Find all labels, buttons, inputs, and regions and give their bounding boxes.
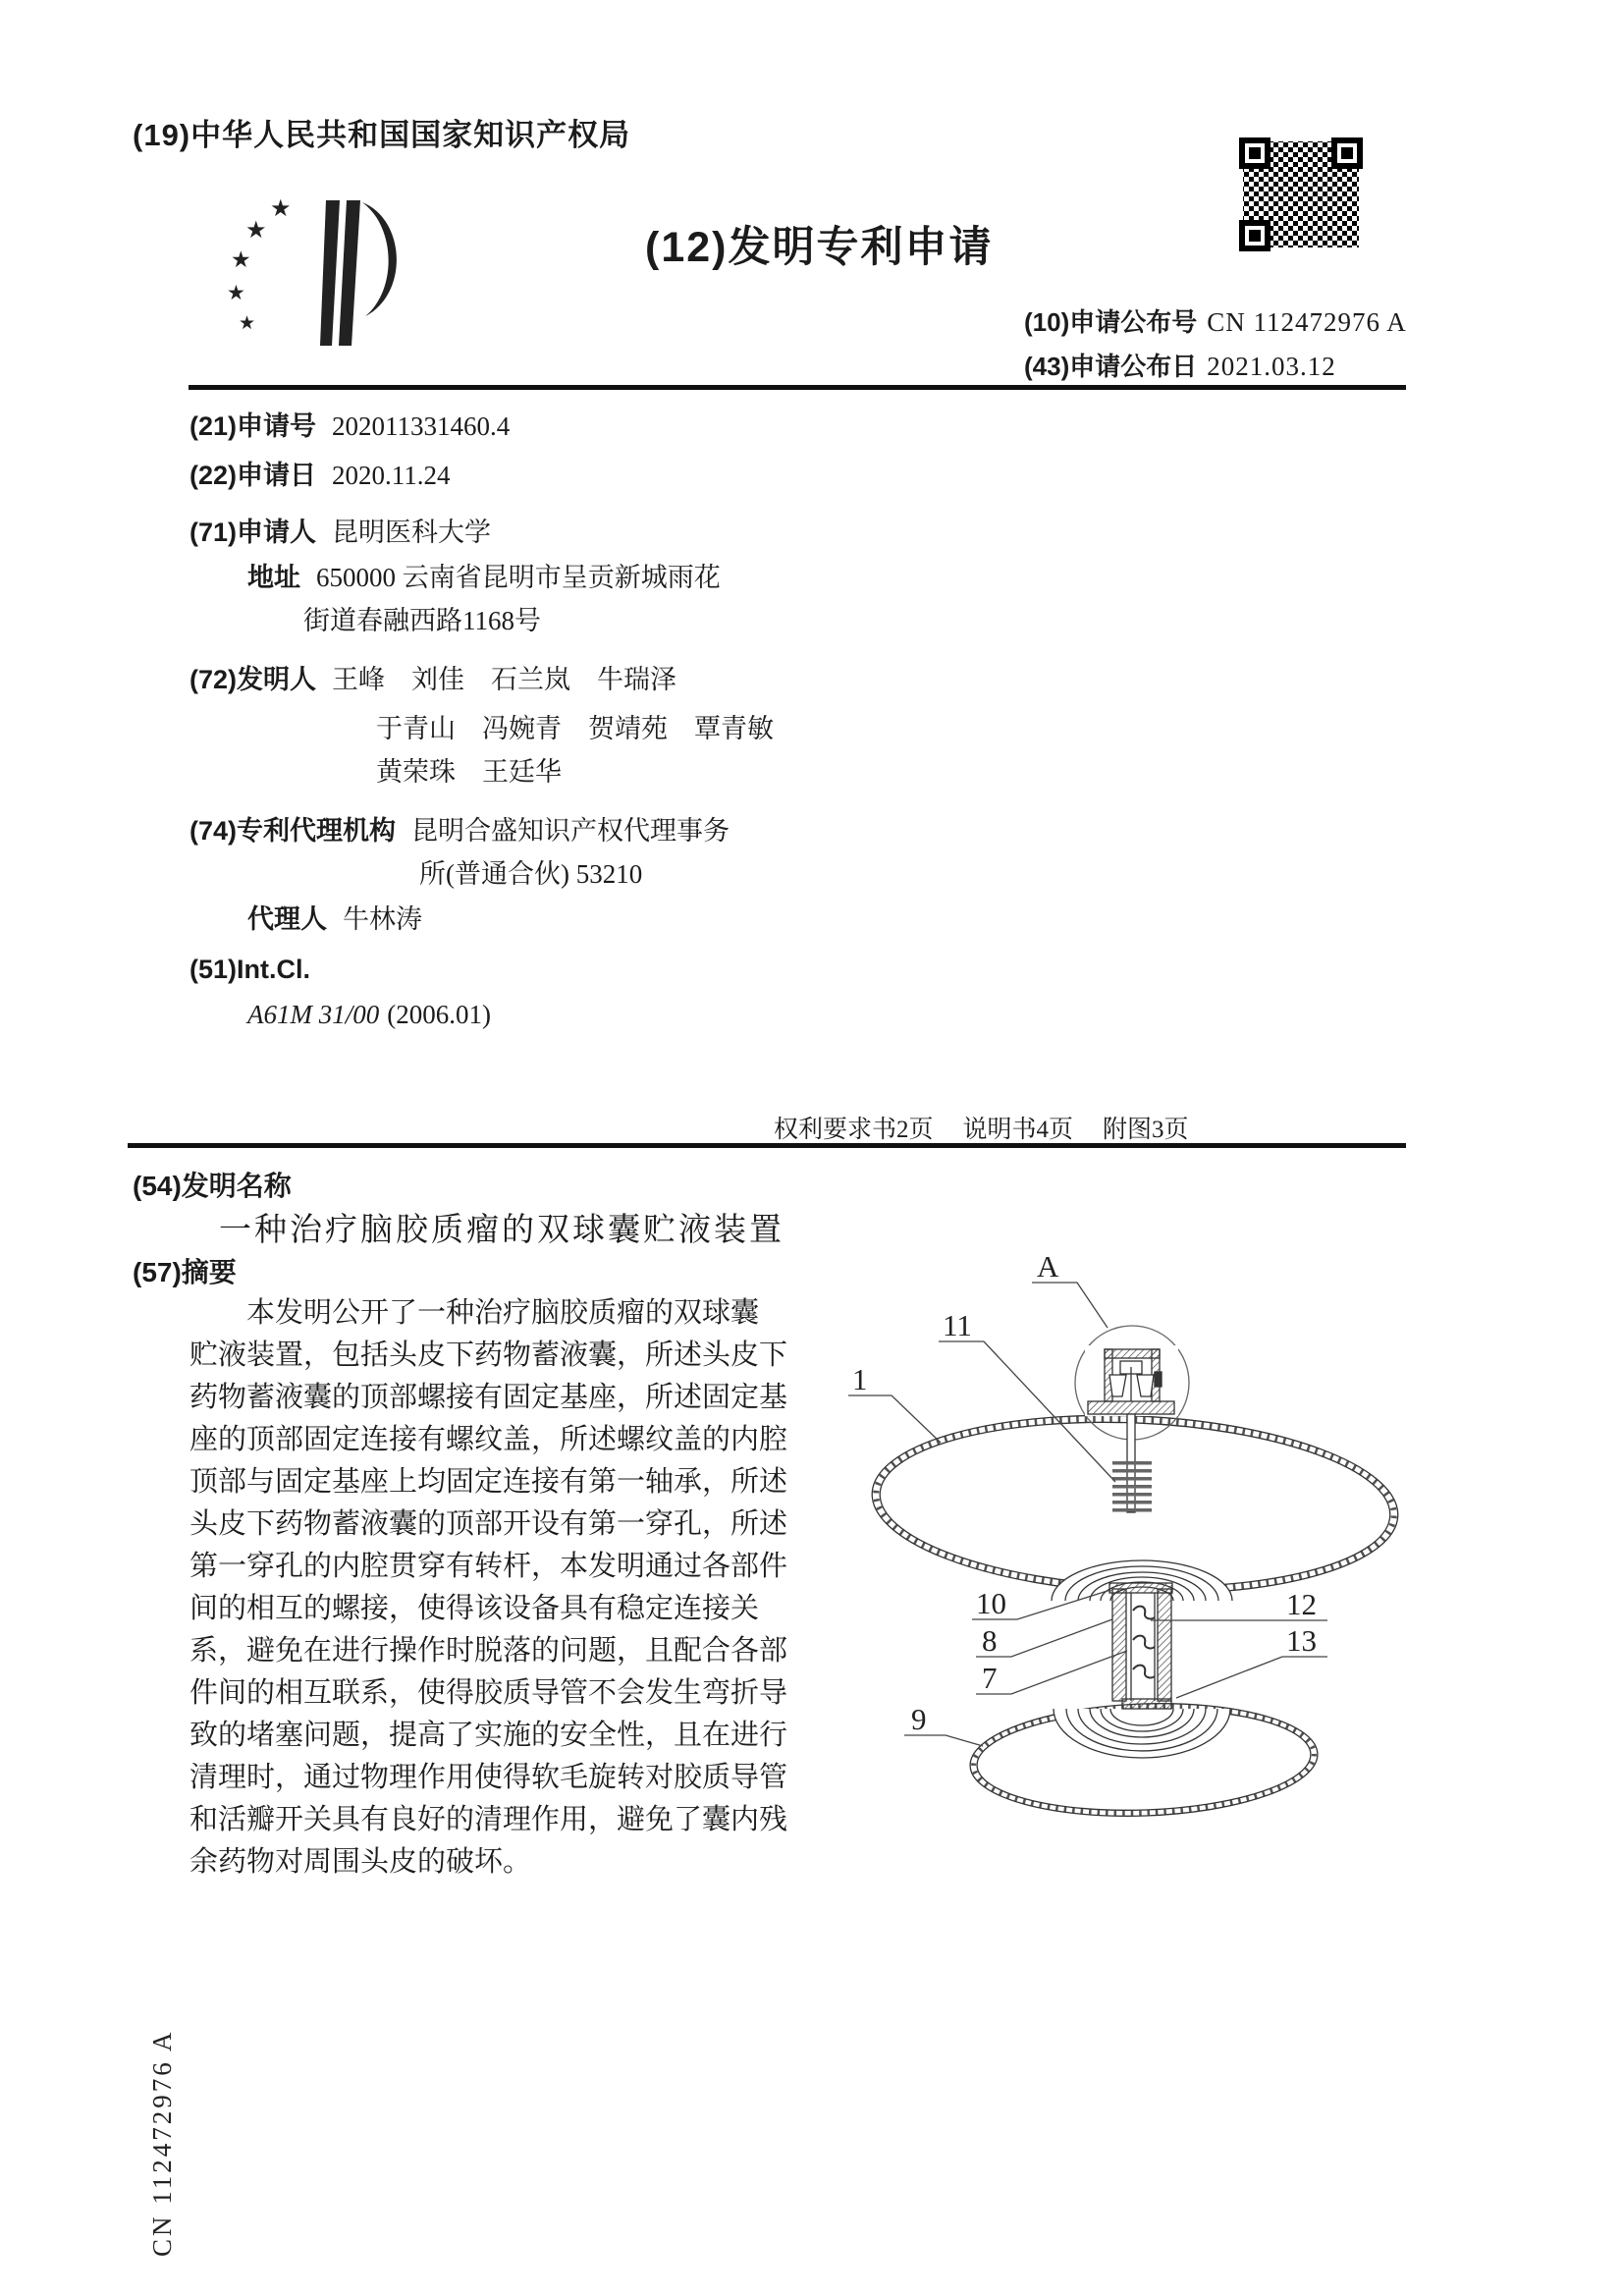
cnipa-logo bbox=[224, 192, 410, 350]
document-kind: (12)发明专利申请 bbox=[645, 224, 994, 271]
abstract-line: 头皮下药物蓄液囊的顶部开设有第一穿孔，所述 bbox=[189, 1508, 788, 1540]
applicant-label: (71)申请人 bbox=[189, 518, 317, 547]
abstract-line: 和活瓣开关具有良好的清理作用，避免了囊内残 bbox=[189, 1804, 788, 1835]
svg-text:★: ★ bbox=[227, 281, 245, 304]
abstract-line: 药物蓄液囊的顶部螺接有固定基座，所述固定基 bbox=[189, 1382, 788, 1413]
bottom-dome-arcs bbox=[1054, 1709, 1230, 1758]
figure-label-10: 10 bbox=[976, 1586, 1006, 1620]
figure-label-12: 12 bbox=[1286, 1587, 1317, 1621]
qr-code bbox=[1239, 137, 1363, 251]
logo-crescent bbox=[362, 202, 397, 316]
intcl-label: (51)Int.Cl. bbox=[189, 955, 311, 984]
figure-label-7: 7 bbox=[982, 1661, 998, 1695]
field-applicant bbox=[189, 511, 491, 549]
connecting-tube bbox=[1109, 1583, 1172, 1709]
office-name: (19)中华人民共和国国家知识产权局 bbox=[133, 118, 631, 152]
app-number-label: (21)申请号 bbox=[189, 411, 317, 441]
figure-label-A: A bbox=[1037, 1249, 1059, 1284]
field-inventors bbox=[189, 658, 676, 696]
abstract-line: 致的堵塞问题，提高了实施的安全性，且在进行 bbox=[189, 1720, 788, 1751]
agency-line1: 昆明合盛知识产权代理事务 bbox=[411, 816, 730, 846]
app-date-label: (22)申请日 bbox=[189, 461, 317, 490]
valve-flaps bbox=[1133, 1607, 1155, 1678]
cap-assembly bbox=[1085, 1345, 1178, 1416]
agency-label: (74)专利代理机构 bbox=[189, 816, 397, 846]
figure-label-9: 9 bbox=[911, 1702, 927, 1736]
publication-number-line bbox=[1024, 302, 1407, 339]
field-agent bbox=[247, 898, 422, 936]
logo-bar-right bbox=[339, 200, 360, 346]
field-intcl-code bbox=[247, 1000, 491, 1030]
body-divider bbox=[128, 1143, 1406, 1148]
figure-label-8: 8 bbox=[982, 1623, 998, 1658]
svg-text:★: ★ bbox=[270, 196, 292, 222]
app-date-value: 2020.11.24 bbox=[332, 461, 451, 490]
field-intcl bbox=[189, 955, 326, 985]
field-app-date bbox=[189, 454, 451, 492]
abstract-line: 余药物对周围头皮的破坏。 bbox=[189, 1846, 532, 1878]
field-agency bbox=[189, 809, 730, 847]
pages-info bbox=[774, 1110, 1218, 1145]
abstract-line: 贮液装置，包括头皮下药物蓄液囊，所述头皮下 bbox=[189, 1339, 788, 1371]
field-address bbox=[247, 556, 721, 594]
field-app-number bbox=[189, 405, 510, 443]
publication-number-label: (10)申请公布号 bbox=[1024, 307, 1198, 337]
publication-date: 2021.03.12 bbox=[1207, 352, 1336, 381]
svg-text:★: ★ bbox=[231, 247, 251, 272]
title-section-label: (54)发明名称 bbox=[133, 1171, 292, 1201]
svg-text:★: ★ bbox=[239, 313, 256, 334]
top-dome-arcs bbox=[1052, 1560, 1232, 1601]
abstract-line: 本发明公开了一种治疗脑胶质瘤的双球囊 bbox=[246, 1297, 760, 1329]
description-pages: 说明书4页 bbox=[962, 1117, 1074, 1143]
abstract-line: 件间的相互联系，使得胶质导管不会发生弯折导 bbox=[189, 1677, 788, 1709]
agent-label: 代理人 bbox=[247, 904, 327, 934]
drawings-pages: 附图3页 bbox=[1103, 1117, 1189, 1143]
claims-pages: 权利要求书2页 bbox=[774, 1117, 934, 1143]
field-inventors-line2 bbox=[376, 707, 774, 745]
agency-line2: 所(普通合伙) 53210 bbox=[419, 859, 643, 889]
applicant-value: 昆明医科大学 bbox=[332, 518, 492, 547]
abstract-line: 顶部与固定基座上均固定连接有第一轴承，所述 bbox=[189, 1466, 788, 1498]
address-label: 地址 bbox=[247, 563, 300, 592]
abstract-line: 座的顶部固定连接有螺纹盖，所述螺纹盖的内腔 bbox=[189, 1424, 788, 1455]
inventors-line2: 于青山 冯婉青 贺靖苑 覃青敏 bbox=[376, 714, 774, 743]
publication-date-line bbox=[1024, 347, 1336, 383]
inventors-line3: 黄荣珠 王廷华 bbox=[376, 757, 562, 787]
abstract-line: 清理时，通过物理作用使得软毛旋转对胶质导管 bbox=[189, 1762, 788, 1793]
figure-label-1: 1 bbox=[852, 1362, 868, 1396]
abstract-line: 系，避免在进行操作时脱落的问题，且配合各部 bbox=[189, 1635, 788, 1667]
app-number-value: 202011331460.4 bbox=[332, 411, 511, 441]
field-address-line2 bbox=[303, 599, 541, 637]
inventors-line1: 王峰 刘佳 石兰岚 牛瑞泽 bbox=[332, 665, 677, 694]
svg-text:★: ★ bbox=[245, 218, 267, 244]
patent-figure bbox=[839, 1223, 1438, 1851]
figure-label-11: 11 bbox=[943, 1308, 972, 1342]
abstract-line: 第一穿孔的内腔贯穿有转杆，本发明通过各部件 bbox=[189, 1551, 788, 1582]
figure-label-13: 13 bbox=[1286, 1623, 1317, 1658]
rod-and-brush bbox=[1112, 1414, 1152, 1512]
abstract-line: 间的相互的螺接，使得该设备具有稳定连接关 bbox=[189, 1593, 760, 1624]
header-divider bbox=[189, 385, 1406, 390]
address-line2: 街道春融西路1168号 bbox=[303, 606, 541, 635]
field-inventors-line3 bbox=[376, 750, 562, 789]
abstract-text bbox=[189, 1292, 790, 1884]
side-publication-code: CN 112472976 A bbox=[147, 2029, 177, 2257]
intcl-year: (2006.01) bbox=[387, 1000, 491, 1029]
intcl-code: A61M 31/00 bbox=[247, 1000, 380, 1029]
logo-bar-left bbox=[320, 200, 340, 346]
publication-number: CN 112472976 A bbox=[1207, 307, 1407, 337]
logo-stars bbox=[227, 196, 292, 334]
field-agency-line2 bbox=[419, 852, 642, 891]
agent-value: 牛林涛 bbox=[343, 904, 422, 934]
address-line1: 650000 云南省昆明市呈贡新城雨花 bbox=[316, 563, 721, 592]
publication-date-label: (43)申请公布日 bbox=[1024, 352, 1198, 381]
inventors-label: (72)发明人 bbox=[189, 665, 317, 694]
invention-title: 一种治疗脑胶质瘤的双球囊贮液装置 bbox=[219, 1213, 784, 1248]
abstract-section-label: (57)摘要 bbox=[133, 1257, 237, 1287]
